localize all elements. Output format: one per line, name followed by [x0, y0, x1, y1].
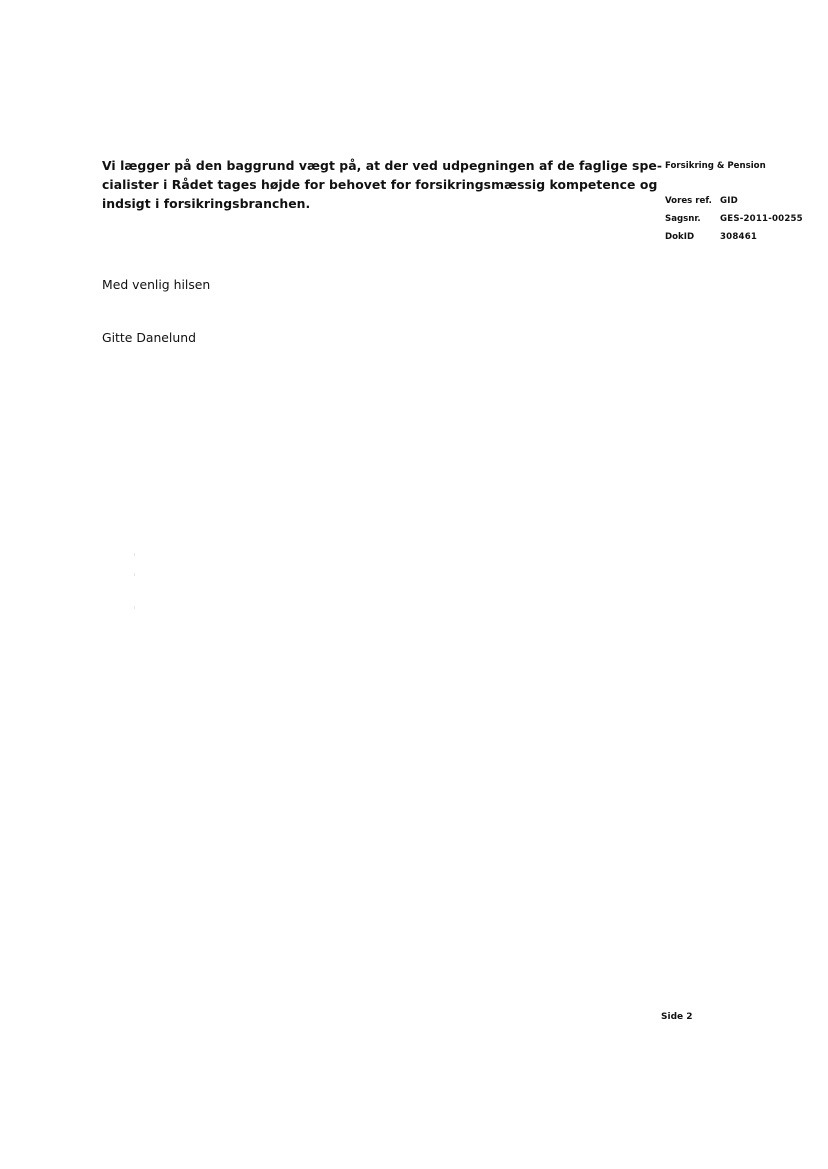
letter-body-line: Vi lægger på den baggrund vægt på, at der ved udpegningen af de faglige spe- [102, 158, 663, 173]
letter-body-line: indsigt i forsikringsbranchen. [102, 196, 311, 211]
reference-label: DokID [665, 232, 695, 242]
reference-row-doc-id [665, 230, 803, 248]
scan-speck [134, 606, 135, 609]
reference-row-our-ref [665, 194, 803, 212]
letter-signature: Gitte Danelund [102, 330, 196, 345]
organization-name: Forsikring & Pension [665, 161, 766, 171]
page-number: Side 2 [661, 1012, 693, 1022]
reference-value: 308461 [720, 232, 758, 242]
reference-label: Vores ref. [665, 196, 712, 206]
letter-closing: Med venlig hilsen [102, 277, 211, 292]
scan-speck [134, 553, 135, 556]
scan-speck [134, 573, 135, 576]
reference-block [665, 194, 803, 248]
letter-body-paragraph [102, 156, 663, 213]
reference-value: GES-2011-00255 [720, 214, 803, 224]
letter-body-line: cialister i Rådet tages højde for behovet for forsikringsmæssig kompetence og [102, 177, 658, 192]
reference-label: Sagsnr. [665, 214, 701, 224]
reference-value: GID [720, 196, 738, 206]
reference-row-case-number [665, 212, 803, 230]
